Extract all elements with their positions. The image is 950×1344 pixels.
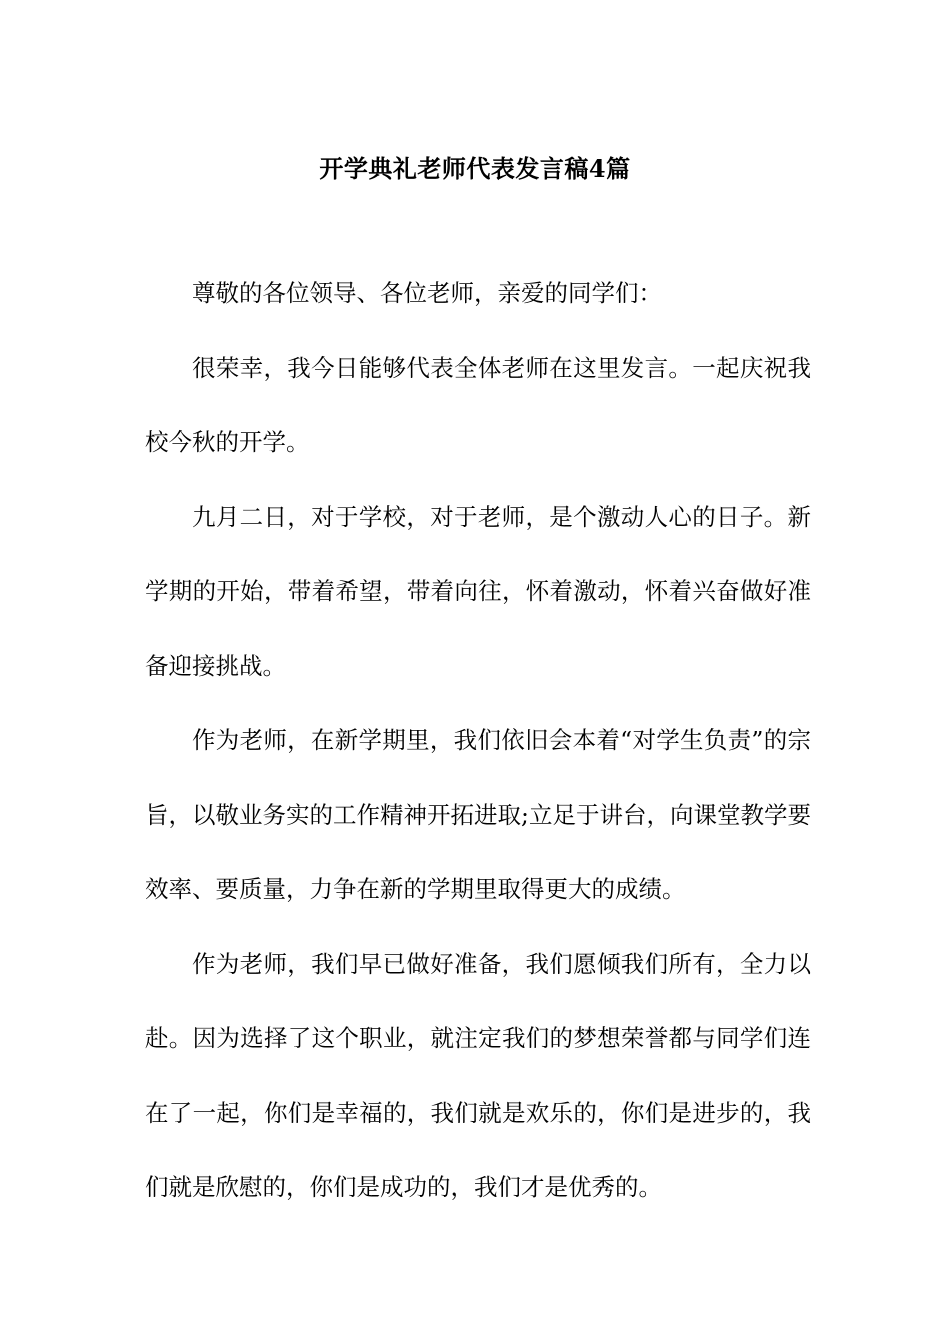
paragraph-opening: 很荣幸，我今日能够代表全体老师在这里发言。一起庆祝我校今秋的开学。 bbox=[145, 353, 811, 456]
paragraph-commitment: 作为老师，在新学期里，我们依旧会本着“对学生负责”的宗旨，以敬业务实的工作精神开拓进取;立足于讲台，向课堂教学要效率、要质量，力争在新的学期里取得更大的成绩。 bbox=[145, 726, 811, 903]
paragraph-salutation: 尊敬的各位领导、各位老师，亲爱的同学们： bbox=[192, 279, 662, 307]
paragraph-dedication: 作为老师，我们早已做好准备，我们愿倾我们所有，全力以赴。因为选择了这个职业，就注定我们的梦想荣誉都与同学们连在了一起，你们是幸福的，我们就是欢乐的，你们是进步的，我们就是欣慰的，你们是成功的，我们才是优秀的。 bbox=[145, 949, 811, 1201]
paragraph-new-semester: 九月二日，对于学校，对于老师，是个激动人心的日子。新学期的开始，带着希望，带着向往，怀着激动，怀着兴奋做好准备迎接挑战。 bbox=[145, 502, 811, 680]
document-body bbox=[145, 256, 811, 1225]
document-title: 开学典礼老师代表发言稿4篇 bbox=[319, 154, 631, 184]
